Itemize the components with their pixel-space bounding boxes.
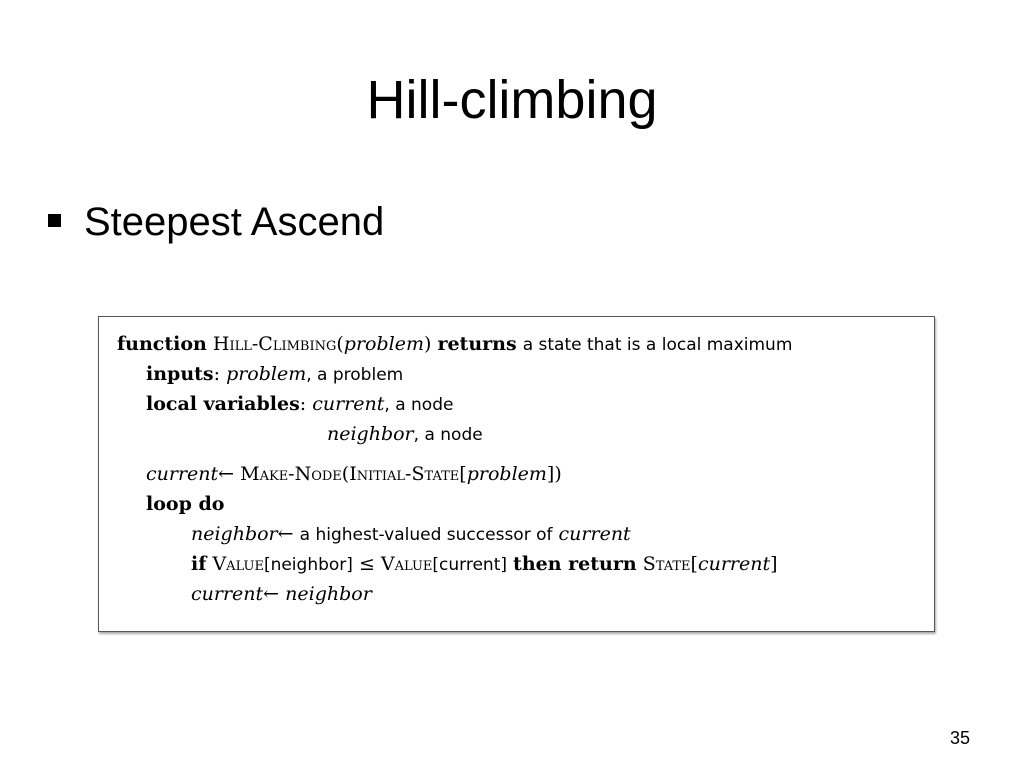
fn-make-node: Make-Node(	[240, 463, 350, 485]
var-current: current	[558, 523, 631, 545]
function-name: Hill-Climbing(	[212, 333, 344, 355]
keyword-then-return: then return	[513, 553, 637, 575]
bullet-text: Steepest Ascend	[84, 200, 385, 244]
keyword-if: if	[191, 553, 207, 575]
keyword-returns: returns	[437, 333, 517, 355]
keyword-local-variables: local variables	[146, 393, 300, 415]
slide-title: Hill-climbing	[366, 70, 658, 130]
neighbor-description: , a node	[413, 425, 483, 445]
successor-description: a highest-valued successor of	[299, 525, 553, 545]
close-bracket: ]	[770, 553, 778, 575]
algo-line-inputs	[146, 361, 403, 388]
algo-line-if	[191, 551, 778, 578]
var-neighbor: neighbor	[191, 523, 278, 545]
arg-current-italic: current	[697, 553, 771, 575]
fn-state: State[	[642, 553, 698, 575]
var-current: current	[191, 583, 264, 605]
var-current: current	[146, 463, 219, 485]
inputs-description: , a problem	[306, 365, 404, 385]
keyword-inputs: inputs	[146, 363, 214, 385]
page-number: 35	[950, 728, 971, 748]
param-problem: problem	[343, 333, 424, 355]
square-bullet-icon	[48, 214, 61, 227]
assign-arrow: ←	[263, 583, 280, 605]
fn-initial-state: Initial-State[	[349, 463, 467, 485]
algo-line-current-assign	[191, 581, 372, 607]
algo-line-function	[117, 331, 792, 358]
fn-value: Value	[380, 553, 433, 575]
close-brackets: ])	[546, 463, 562, 485]
fn-value: Value	[212, 553, 264, 575]
keyword-function: function	[117, 333, 207, 355]
assign-arrow: ←	[218, 463, 235, 485]
arg-problem: problem	[466, 463, 547, 485]
var-current: current	[312, 393, 385, 415]
colon: :	[213, 363, 221, 385]
var-neighbor: neighbor	[285, 583, 372, 605]
assign-arrow: ←	[277, 523, 294, 545]
leq-symbol: ≤	[358, 553, 375, 575]
algorithm-box	[98, 316, 935, 632]
var-neighbor: neighbor	[327, 423, 414, 445]
current-description: , a node	[384, 395, 454, 415]
algo-line-neighbor-assign	[191, 521, 631, 548]
algo-line-neighbor-var	[327, 421, 483, 448]
keyword-loop-do: loop do	[146, 493, 225, 515]
algo-line-init	[146, 461, 562, 487]
var-problem: problem	[226, 363, 307, 385]
paren-close: )	[423, 333, 432, 355]
return-description: a state that is a local maximum	[522, 335, 793, 355]
arg-current: [current]	[432, 555, 507, 575]
algo-line-loop	[146, 491, 224, 517]
arg-neighbor: [neighbor]	[263, 555, 353, 575]
algo-line-local-vars	[146, 391, 453, 418]
colon: :	[299, 393, 307, 415]
